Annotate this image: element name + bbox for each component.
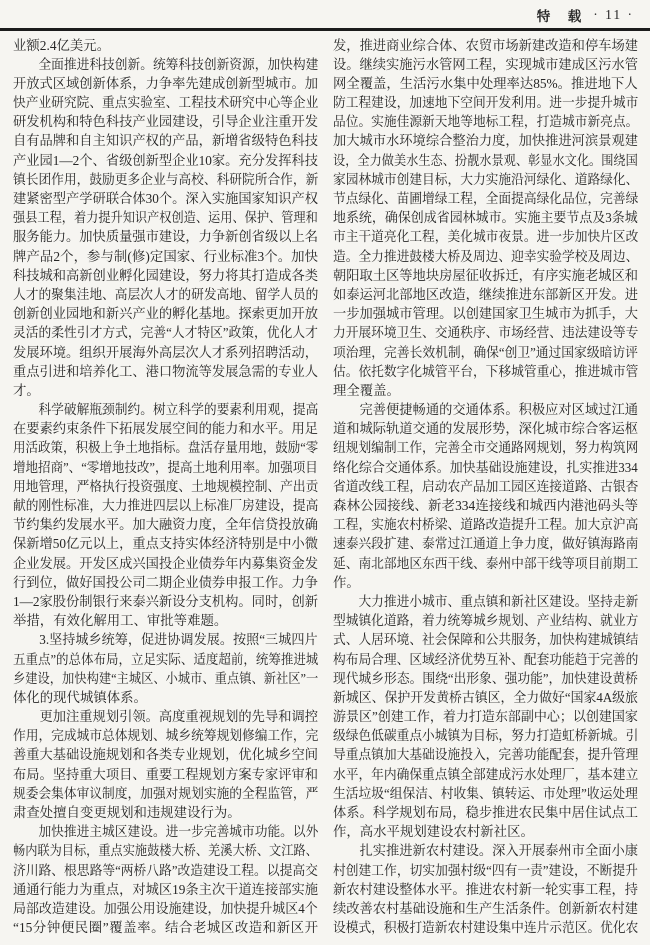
text-line: 规委会集体审议制度，加强对规划实施的全程监管，严 <box>13 785 318 801</box>
text-line: 完善便捷畅通的交通体系。积极应对区域过江通 <box>333 402 638 418</box>
text-line: 延、南北部地区东西干线、泰州中部干线等项目前期工 <box>333 555 638 571</box>
text-line: 大力推进小城市、重点镇和新社区建设。坚持走新 <box>333 593 638 609</box>
text-line: 善重大基础设施规划和各类专业规划，优化城乡空间 <box>13 747 318 763</box>
text-line: 3.坚持城乡统筹，促进协调发展。按照“三城四片 <box>13 632 318 648</box>
text-line: 森林公园接线、新老334连接线和城西内港池码头等 <box>333 498 638 513</box>
text-line: 一步加强城市管理。以创建国家卫生城市为抓手，大 <box>333 306 638 322</box>
text-line: 肃查处擅自变更规划和违规建设行为。 <box>13 805 241 820</box>
text-line: 全面推进科技创新。统筹科技创新资源，加快构建 <box>13 56 318 72</box>
text-line: 自有品牌和自主知识产权的产品，新增省级特色科技 <box>13 133 318 149</box>
text-line: 朝阳取土区等地块房屋征收拆迁，有序实施老城区和 <box>333 267 638 283</box>
text-line: 在要素约束条件下拓展发展空间的能力和水平。用足 <box>13 421 318 437</box>
text-line: 工程，实施农村桥梁、道路改造提升工程。加大京沪高 <box>333 517 638 533</box>
text-line: 献的刚性标准，大力推进四层以上标准厂房建设，提高 <box>13 498 318 513</box>
text-line: 五重点”的总体布局，立足实际、适度超前，统筹推进城 <box>13 651 318 667</box>
text-line: 人才的聚集洼地、高层次人才的研发高地、留学人员的 <box>13 286 318 302</box>
page-content <box>0 31 650 938</box>
text-line: 络化综合交通体系。加快基础设施建设，扎实推进334 <box>333 459 638 475</box>
text-line: 网全覆盖，生活污水集中处理率达85%。推进地下人 <box>333 75 638 91</box>
text-line: 防工程建设，加速地下空间开发利用。进一步提升城市 <box>333 95 638 111</box>
text-line: 如泰运河北部地区改造，继续推进东部新区开发。进 <box>333 286 638 302</box>
text-line: 发，推进商业综合体、农贸市场新建改造和停车场建 <box>333 37 638 53</box>
text-line: 速泰兴段扩建、泰常过江通道上争力度，做好镇海路南 <box>333 536 638 552</box>
text-line: 保新增50亿元以上，重点支持实体经济特别是中小微 <box>13 536 318 552</box>
text-line: 家园林城市创建目标，大力实施沿河绿化、道路绿化、 <box>333 171 638 187</box>
text-line: 式、人居环境、社会保障和公共服务，加快构建城镇结 <box>333 632 638 648</box>
text-line: 灵活的柔性引才方式，完善“人才特区”政策，优化人才 <box>13 325 318 341</box>
text-line: 市主干道亮化工程，美化城市夜景。进一步加快片区改 <box>333 229 638 245</box>
page-number: · 11 · <box>593 7 634 22</box>
text-line: 济川路、根思路等“两桥八路”改造建设工程。以提高交 <box>13 862 318 878</box>
text-line: 扎实推进新农村建设。深入开展泰州市全面小康 <box>333 843 638 859</box>
text-line: 品位。实施佳源新天地等地标工程，打造城市新亮点。 <box>333 114 638 130</box>
text-line: 设模式，积极打造新农村建设集中连片示范区。优化农 <box>333 920 638 936</box>
text-line: 开放式区域创新体系，力争率先建成创新型城市。加 <box>13 75 318 91</box>
text-line: 作，高水平规划建设农村新社区。 <box>333 824 534 840</box>
text-line: 牌产品2个，参与制(修)定国家、行业标准3个。加快 <box>13 248 318 264</box>
text-line: 道和城际轨道交通的发展形势，深化城市综合客运枢 <box>333 421 638 437</box>
section-title: 特 载 <box>536 9 584 24</box>
text-line: 项治理，完善长效机制，确保“创卫”通过国家级暗访评 <box>333 344 638 360</box>
text-line: 力开展环境卫生、交通秩序、市场经营、违法建设等专 <box>333 325 638 341</box>
text-line: “15分钟便民圈”覆盖率。结合老城区改造和新区开 <box>13 920 318 936</box>
text-line: 构布局合理、区域经济优势互补、配套功能趋于完善的 <box>333 651 638 667</box>
text-line: 科技城和高新创业孵化园建设，努力将其打造成各类 <box>13 267 318 283</box>
text-line: 镇长团作用，鼓励更多企业与高校、科研院所合作，新 <box>13 171 318 187</box>
text-line: 更加注重规划引领。高度重视规划的先导和调控 <box>13 709 318 725</box>
text-line: 增地招商”、“零增地技改”，提高土地利用率。加强项目 <box>13 459 318 475</box>
text-line: 估。依托数字化城管平台，下移城管重心，推进城市管 <box>333 363 638 379</box>
text-line: 体化的现代城镇体系。 <box>13 689 147 705</box>
text-line: 型城镇化道路，着力统筹城乡规划、产业结构、就业方 <box>333 613 638 629</box>
text-line: 新农村建设整体水平。推进农村新一轮实事工程，持 <box>333 881 638 897</box>
text-line: 设。继续实施污水管网工程，实现城市建成区污水管 <box>333 56 638 72</box>
text-line: 建紧密型产学研联合体30个。深入实施国家知识产权 <box>13 191 318 206</box>
text-line: 生活垃圾“组保洁、村收集、镇转运、市处理”收运处理 <box>333 785 638 801</box>
text-line: 企业发展。开发区成兴国投企业债券年内募集资金发 <box>13 555 318 571</box>
text-line: 用活政策，积极上争土地指标。盘活存量用地，鼓励“零 <box>13 440 318 456</box>
text-line: 畅内联为目标，重点实施鼓楼大桥、羌溪大桥、文江路、 <box>13 843 318 859</box>
text-line: 级绿色低碳重点小城镇为目标，努力打造虹桥新城。引 <box>333 728 638 744</box>
text-line: 村创建工作，切实加强村级“四有一责”建设，不断提升 <box>333 862 638 878</box>
text-line: 用地管理，严格执行投资强度、土地规模控制、产出贡 <box>13 478 318 494</box>
text-line: 造。全力推进鼓楼大桥及周边、迎幸实验学校及周边、 <box>333 248 638 264</box>
text-line: 地系统，确保创成省园林城市。实施主要节点及3条城 <box>333 210 638 226</box>
text-line: 科学破解瓶颈制约。树立科学的要素利用观，提高 <box>13 402 318 418</box>
column-left <box>13 36 318 938</box>
text-line: 节约集约发展水平。加大融资力度，全年信贷投放确 <box>13 517 318 533</box>
text-line: 纽规划编制工作，完善全市交通路网规划，努力构筑网 <box>333 440 638 456</box>
text-line: 通通行能力为重点，对城区19条主次干道连接部实施 <box>13 881 318 897</box>
text-line: 加大城市水环境综合整治力度，加快推进河滨景观建 <box>333 133 638 149</box>
text-line: 强县工程，着力提升知识产权创造、运用、保护、管理和 <box>13 210 318 226</box>
text-line: 游景区”创建工作，着力打造东部副中心；以创建国家 <box>333 709 638 725</box>
text-line: 服务能力。加快质量强市建设，力争新创省级以上名 <box>13 229 318 245</box>
text-line: 行到位，做好国投公司二期企业债券申报工作。力争 <box>13 574 318 590</box>
text-line: 快产业研究院、重点实验室、工程技术研究中心等企业 <box>13 95 318 111</box>
column-right <box>333 36 638 938</box>
text-line: 设，全力做美水生态、扮靓水景观、彰显水文化。围绕国 <box>333 152 638 168</box>
text-line: 水平，年内确保重点镇全部建成污水处理厂，基本建立 <box>333 766 638 782</box>
text-line: 理全覆盖。 <box>333 382 400 398</box>
page-header <box>0 0 650 26</box>
text-line: 作。 <box>333 574 360 590</box>
text-line: 乡建设，加快构建“主城区、小城市、重点镇、新社区”一 <box>13 670 318 686</box>
text-line: 新城区、保护开发黄桥古镇区，全力做好“国家4A级旅 <box>333 689 638 705</box>
text-line: 省道改线工程，启动农产品加工园区连接道路、古银杏 <box>333 478 638 494</box>
text-line: 发展环境。组织开展海外高层次人才系列招聘活动， <box>13 344 318 360</box>
text-line: 节点绿化、苗圃增绿工程，全面提高绿化品位，完善绿 <box>333 191 638 206</box>
text-line: 局部改造建设。加强公用设施建设，加快提升城区4个 <box>13 900 318 916</box>
text-line: 体系。科学规划布局，稳步推进农民集中居住试点工 <box>333 805 638 820</box>
text-line: 现代城乡形态。围绕“出形象、强功能”，加快建设黄桥 <box>333 670 638 686</box>
text-line: 创新创业园地和新兴产业的孵化基地。探索更加开放 <box>13 306 318 322</box>
text-line: 续改善农村基础设施和生产生活条件。创新新农村建 <box>333 900 638 916</box>
text-line: 举措，有效化解用工、审批等难题。 <box>13 613 228 629</box>
text-line: 作用，完成城市总体规划、城乡统筹规划修编工作，完 <box>13 728 318 744</box>
text-line: 布局。坚持重大项目、重要工程规划方案专家评审和 <box>13 766 318 782</box>
text-line: 1—2家股份制银行来泰兴新设分支机构。同时，创新 <box>13 593 318 609</box>
text-line: 导重点镇加大基础设施投入，完善功能配套，提升管理 <box>333 747 638 763</box>
text-line: 才。 <box>13 382 40 398</box>
text-line: 研发机构和特色科技产业园建设，引导企业注重开发 <box>13 114 318 130</box>
text-line: 重点引进和培养化工、港口物流等发展急需的专业人 <box>13 363 318 379</box>
text-line: 产业园1—2个、省级创新型企业10家。充分发挥科技 <box>13 152 318 168</box>
text-line: 加快推进主城区建设。进一步完善城市功能。以外 <box>13 824 318 840</box>
text-line: 业额2.4亿美元。 <box>13 37 111 53</box>
